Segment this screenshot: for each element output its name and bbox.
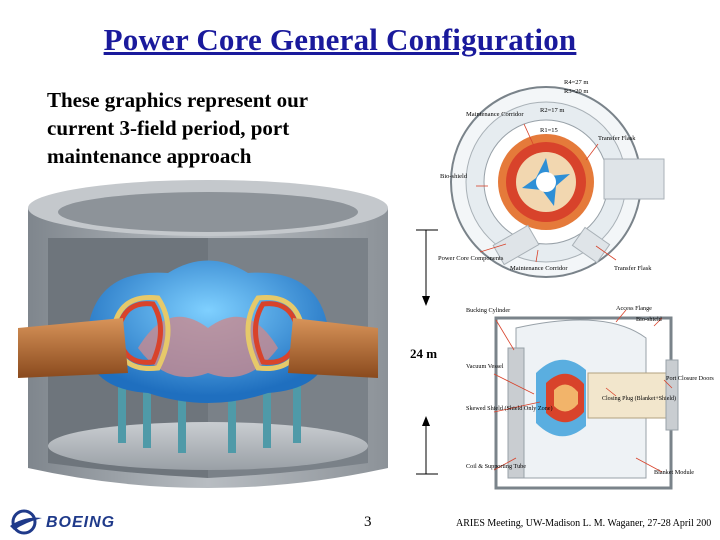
height-dimension-label: 24 m	[410, 346, 438, 361]
skewed-shield-label: Skewed Shield (Shield Only Zone)	[466, 405, 553, 412]
r3-label: R3=20 m	[564, 88, 589, 95]
plan-view-diagram	[436, 74, 714, 284]
maintenance-corridor-top-label: Maintenance Corridor	[466, 111, 524, 118]
closing-plug-label: Closing Plug (Blanket+Shield)	[602, 396, 677, 402]
transfer-flask-bottom-label: Transfer Flask	[614, 265, 652, 272]
boeing-logo-text: BOEING	[46, 514, 116, 531]
transfer-flask-right-label: Transfer Flask	[598, 135, 636, 142]
maintenance-corridor-bottom-label: Maintenance Corridor	[510, 265, 568, 272]
vacuum-vessel-label: Vacuum Vessel	[466, 363, 504, 370]
r2-label: R2=17 m	[540, 107, 565, 114]
intro-text: These graphics represent our current 3-field period, port maintenance approach	[47, 88, 308, 168]
r4-label: R4=27 m	[564, 79, 589, 86]
footer-text: ARIES Meeting, UW-Madison L. M. Waganer, 27-28 April 200	[456, 518, 712, 529]
power-core-components-label: Power Core Components	[438, 255, 504, 262]
r1-label: R1=15	[540, 127, 558, 134]
bio-shield-section-label: Bio-shield	[636, 316, 662, 323]
power-core-cutaway-image	[18, 178, 418, 498]
port-closure-doors-label: Port Closure Doors	[666, 375, 714, 382]
boeing-logo-icon	[8, 508, 44, 536]
bio-shield-top-label: Bio-shield	[440, 173, 468, 180]
section-view-diagram	[466, 298, 716, 490]
coil-support-tube-label: Coil & Supporting Tube	[466, 463, 526, 470]
bucking-cylinder-label: Bucking Cylinder	[466, 307, 511, 314]
slide-title: Power Core General Configuration	[103, 22, 577, 57]
blanket-module-label: Blanket Module	[654, 469, 695, 476]
page-number: 3	[364, 514, 372, 530]
access-flange-label: Access Flange	[616, 305, 652, 312]
